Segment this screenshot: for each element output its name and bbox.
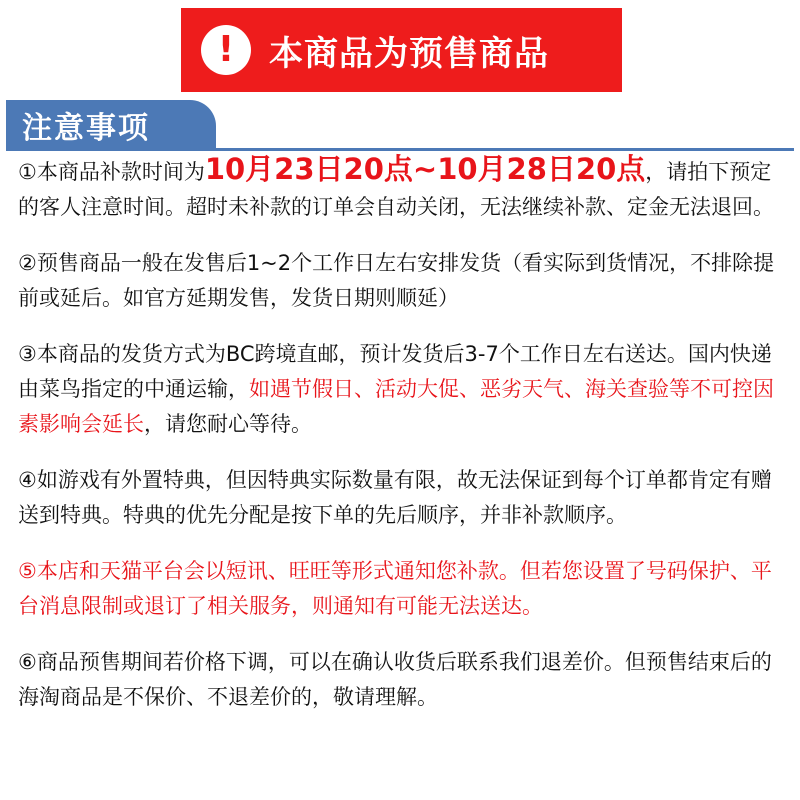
note-5: ⑤本店和天猫平台会以短讯、旺旺等形式通知您补款。但若您设置了号码保护、平台消息限制或退订了相关服务，则通知有可能无法送达。 — [18, 559, 772, 618]
presale-banner — [181, 8, 622, 92]
section-divider — [6, 148, 794, 151]
note-3-highlight: 如遇节假日、活动大促、恶劣天气、海关查验等不可控因素影响会延长 — [18, 377, 774, 436]
note-3 — [18, 337, 786, 442]
note-6: ⑥商品预售期间若价格下调，可以在确认收货后联系我们退差价。但预售结束后的海淘商品是不保价、不退差价的，敬请理解。 — [18, 650, 772, 709]
exclamation-icon: ! — [201, 25, 251, 75]
banner-title: 本商品为预售商品 — [269, 33, 549, 74]
notes-list — [18, 152, 786, 724]
note-1 — [18, 152, 786, 225]
note-1-deadline: 10月23日20点~10月28日20点 — [204, 152, 646, 186]
note-4: ④如游戏有外置特典，但因特典实际数量有限，故无法保证到每个订单都肯定有赠送到特典。特典的优先分配是按下单的先后顺序，并非补款顺序。 — [18, 468, 772, 527]
note-3-text-rest: ，请您耐心等待。 — [144, 412, 312, 436]
note-1-text: ①本商品补款时间为 — [18, 160, 205, 184]
note-1-text-rest: ，请拍下预定的客人注意时间。超时未补款的订单会自动关闭，无法继续补款、定金无法退回。 — [18, 160, 774, 219]
note-3-text: ③本商品的发货方式为BC跨境直邮，预计发货后3-7个工作日左右送达。国内快递由菜鸟指定的中通运输， — [18, 342, 772, 401]
note-2: ②预售商品一般在发售后1~2个工作日左右安排发货（看实际到货情况，不排除提前或延后。如官方延期发售，发货日期则顺延） — [18, 251, 775, 310]
section-title: 注意事项 — [6, 100, 216, 150]
